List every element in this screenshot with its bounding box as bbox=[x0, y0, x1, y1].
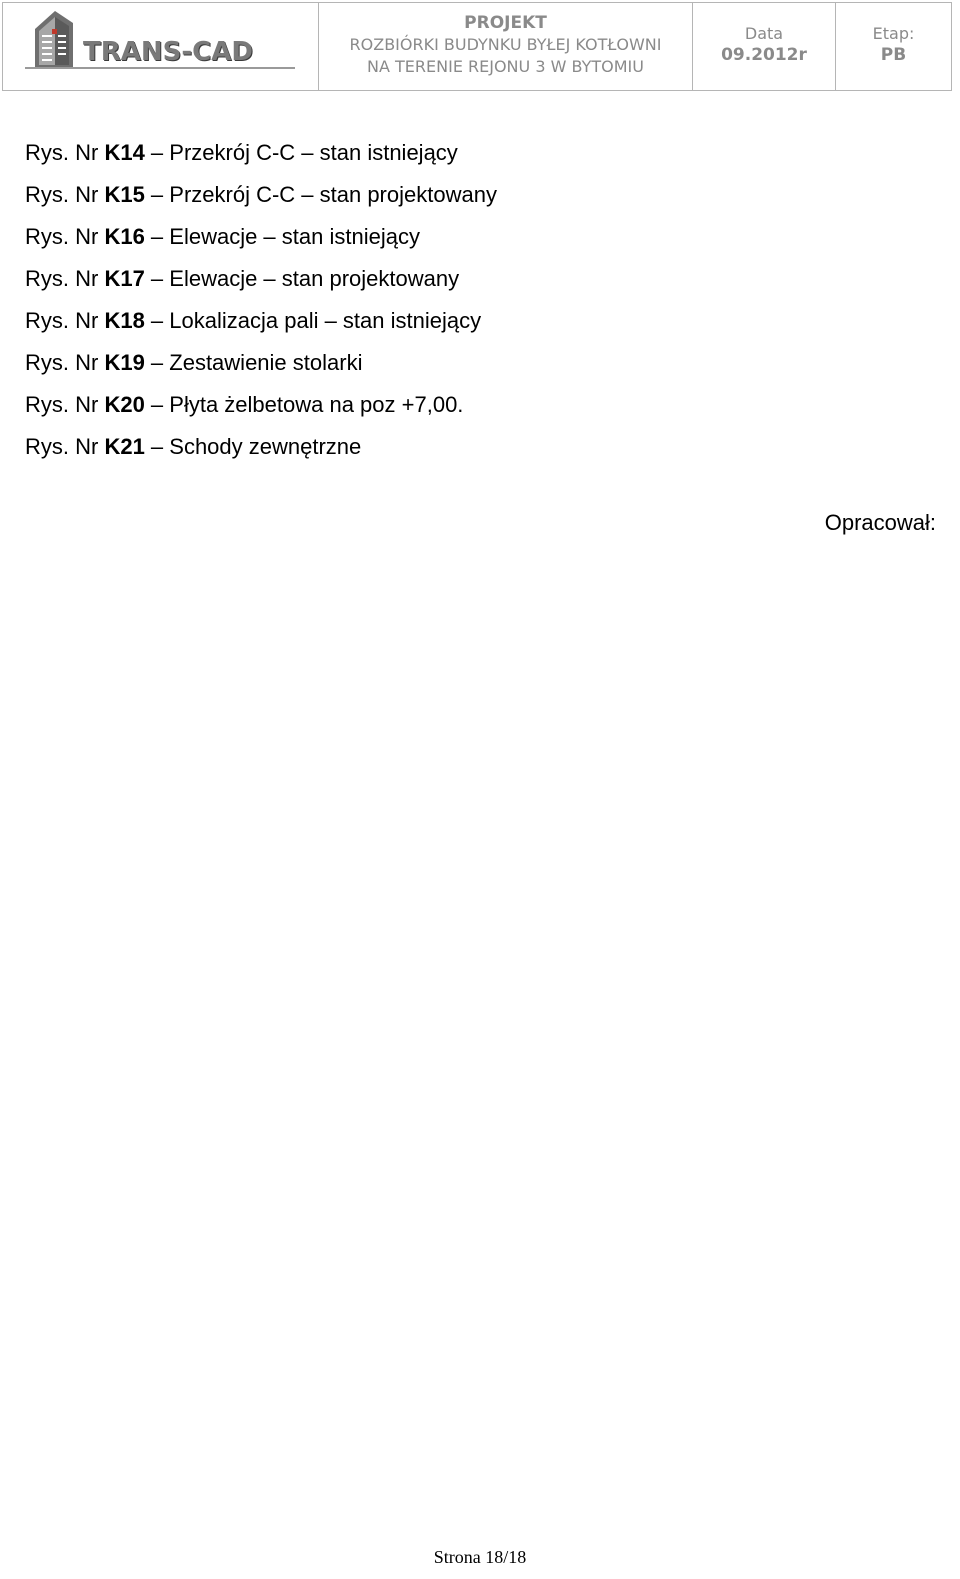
drawing-prefix: Rys. Nr bbox=[25, 182, 105, 207]
drawing-title: – Elewacje – stan istniejący bbox=[144, 224, 420, 249]
drawing-item bbox=[25, 180, 497, 222]
author-label: Opracował: bbox=[824, 510, 936, 535]
drawing-item bbox=[25, 264, 497, 306]
drawing-code: K19 bbox=[104, 350, 145, 375]
drawing-item bbox=[25, 432, 497, 474]
drawing-title: – Przekrój C-C – stan istniejący bbox=[144, 140, 458, 165]
logo-cell bbox=[3, 3, 319, 90]
drawing-title: – Schody zewnętrzne bbox=[144, 434, 362, 459]
drawing-prefix: Rys. Nr bbox=[25, 350, 105, 375]
drawing-prefix: Rys. Nr bbox=[25, 224, 105, 249]
document-header bbox=[2, 2, 952, 91]
drawing-code: K21 bbox=[104, 434, 145, 459]
project-cell bbox=[319, 3, 693, 90]
drawing-prefix: Rys. Nr bbox=[25, 392, 105, 417]
page-number: Strona 18/18 bbox=[433, 1547, 527, 1567]
project-label: PROJEKT bbox=[464, 12, 547, 33]
drawing-item bbox=[25, 348, 497, 390]
drawing-item bbox=[25, 306, 497, 348]
drawing-item bbox=[25, 222, 497, 264]
drawing-code: K17 bbox=[104, 266, 145, 291]
stage-label: Etap: bbox=[872, 23, 915, 43]
drawing-code: K18 bbox=[104, 308, 145, 333]
drawing-prefix: Rys. Nr bbox=[25, 434, 105, 459]
drawing-code: K14 bbox=[104, 140, 145, 165]
drawing-code: K16 bbox=[104, 224, 145, 249]
drawing-title: – Elewacje – stan projektowany bbox=[144, 266, 460, 291]
drawing-title: – Lokalizacja pali – stan istniejący bbox=[144, 308, 482, 333]
drawing-prefix: Rys. Nr bbox=[25, 140, 105, 165]
date-cell bbox=[693, 3, 836, 90]
stage-value: PB bbox=[880, 44, 907, 65]
project-title-line1: ROZBIÓRKI BUDYNKU BYŁEJ KOTŁOWNI bbox=[349, 34, 662, 54]
drawing-prefix: Rys. Nr bbox=[25, 308, 105, 333]
drawing-item bbox=[25, 138, 497, 180]
company-logo-text: TRANS-CAD bbox=[83, 37, 253, 67]
drawing-code: K15 bbox=[104, 182, 145, 207]
date-value: 09.2012r bbox=[721, 44, 807, 65]
project-title-line2: NA TERENIE REJONU 3 W BYTOMIU bbox=[367, 56, 644, 76]
drawing-title: – Zestawienie stolarki bbox=[144, 350, 363, 375]
drawing-code: K20 bbox=[104, 392, 145, 417]
drawing-list bbox=[25, 138, 497, 474]
drawing-prefix: Rys. Nr bbox=[25, 266, 105, 291]
drawing-item bbox=[25, 390, 497, 432]
drawing-title: – Przekrój C-C – stan projektowany bbox=[144, 182, 497, 207]
drawing-title: – Płyta żelbetowa na poz +7,00. bbox=[144, 392, 464, 417]
stage-cell bbox=[836, 3, 951, 90]
date-label: Data bbox=[744, 23, 784, 43]
